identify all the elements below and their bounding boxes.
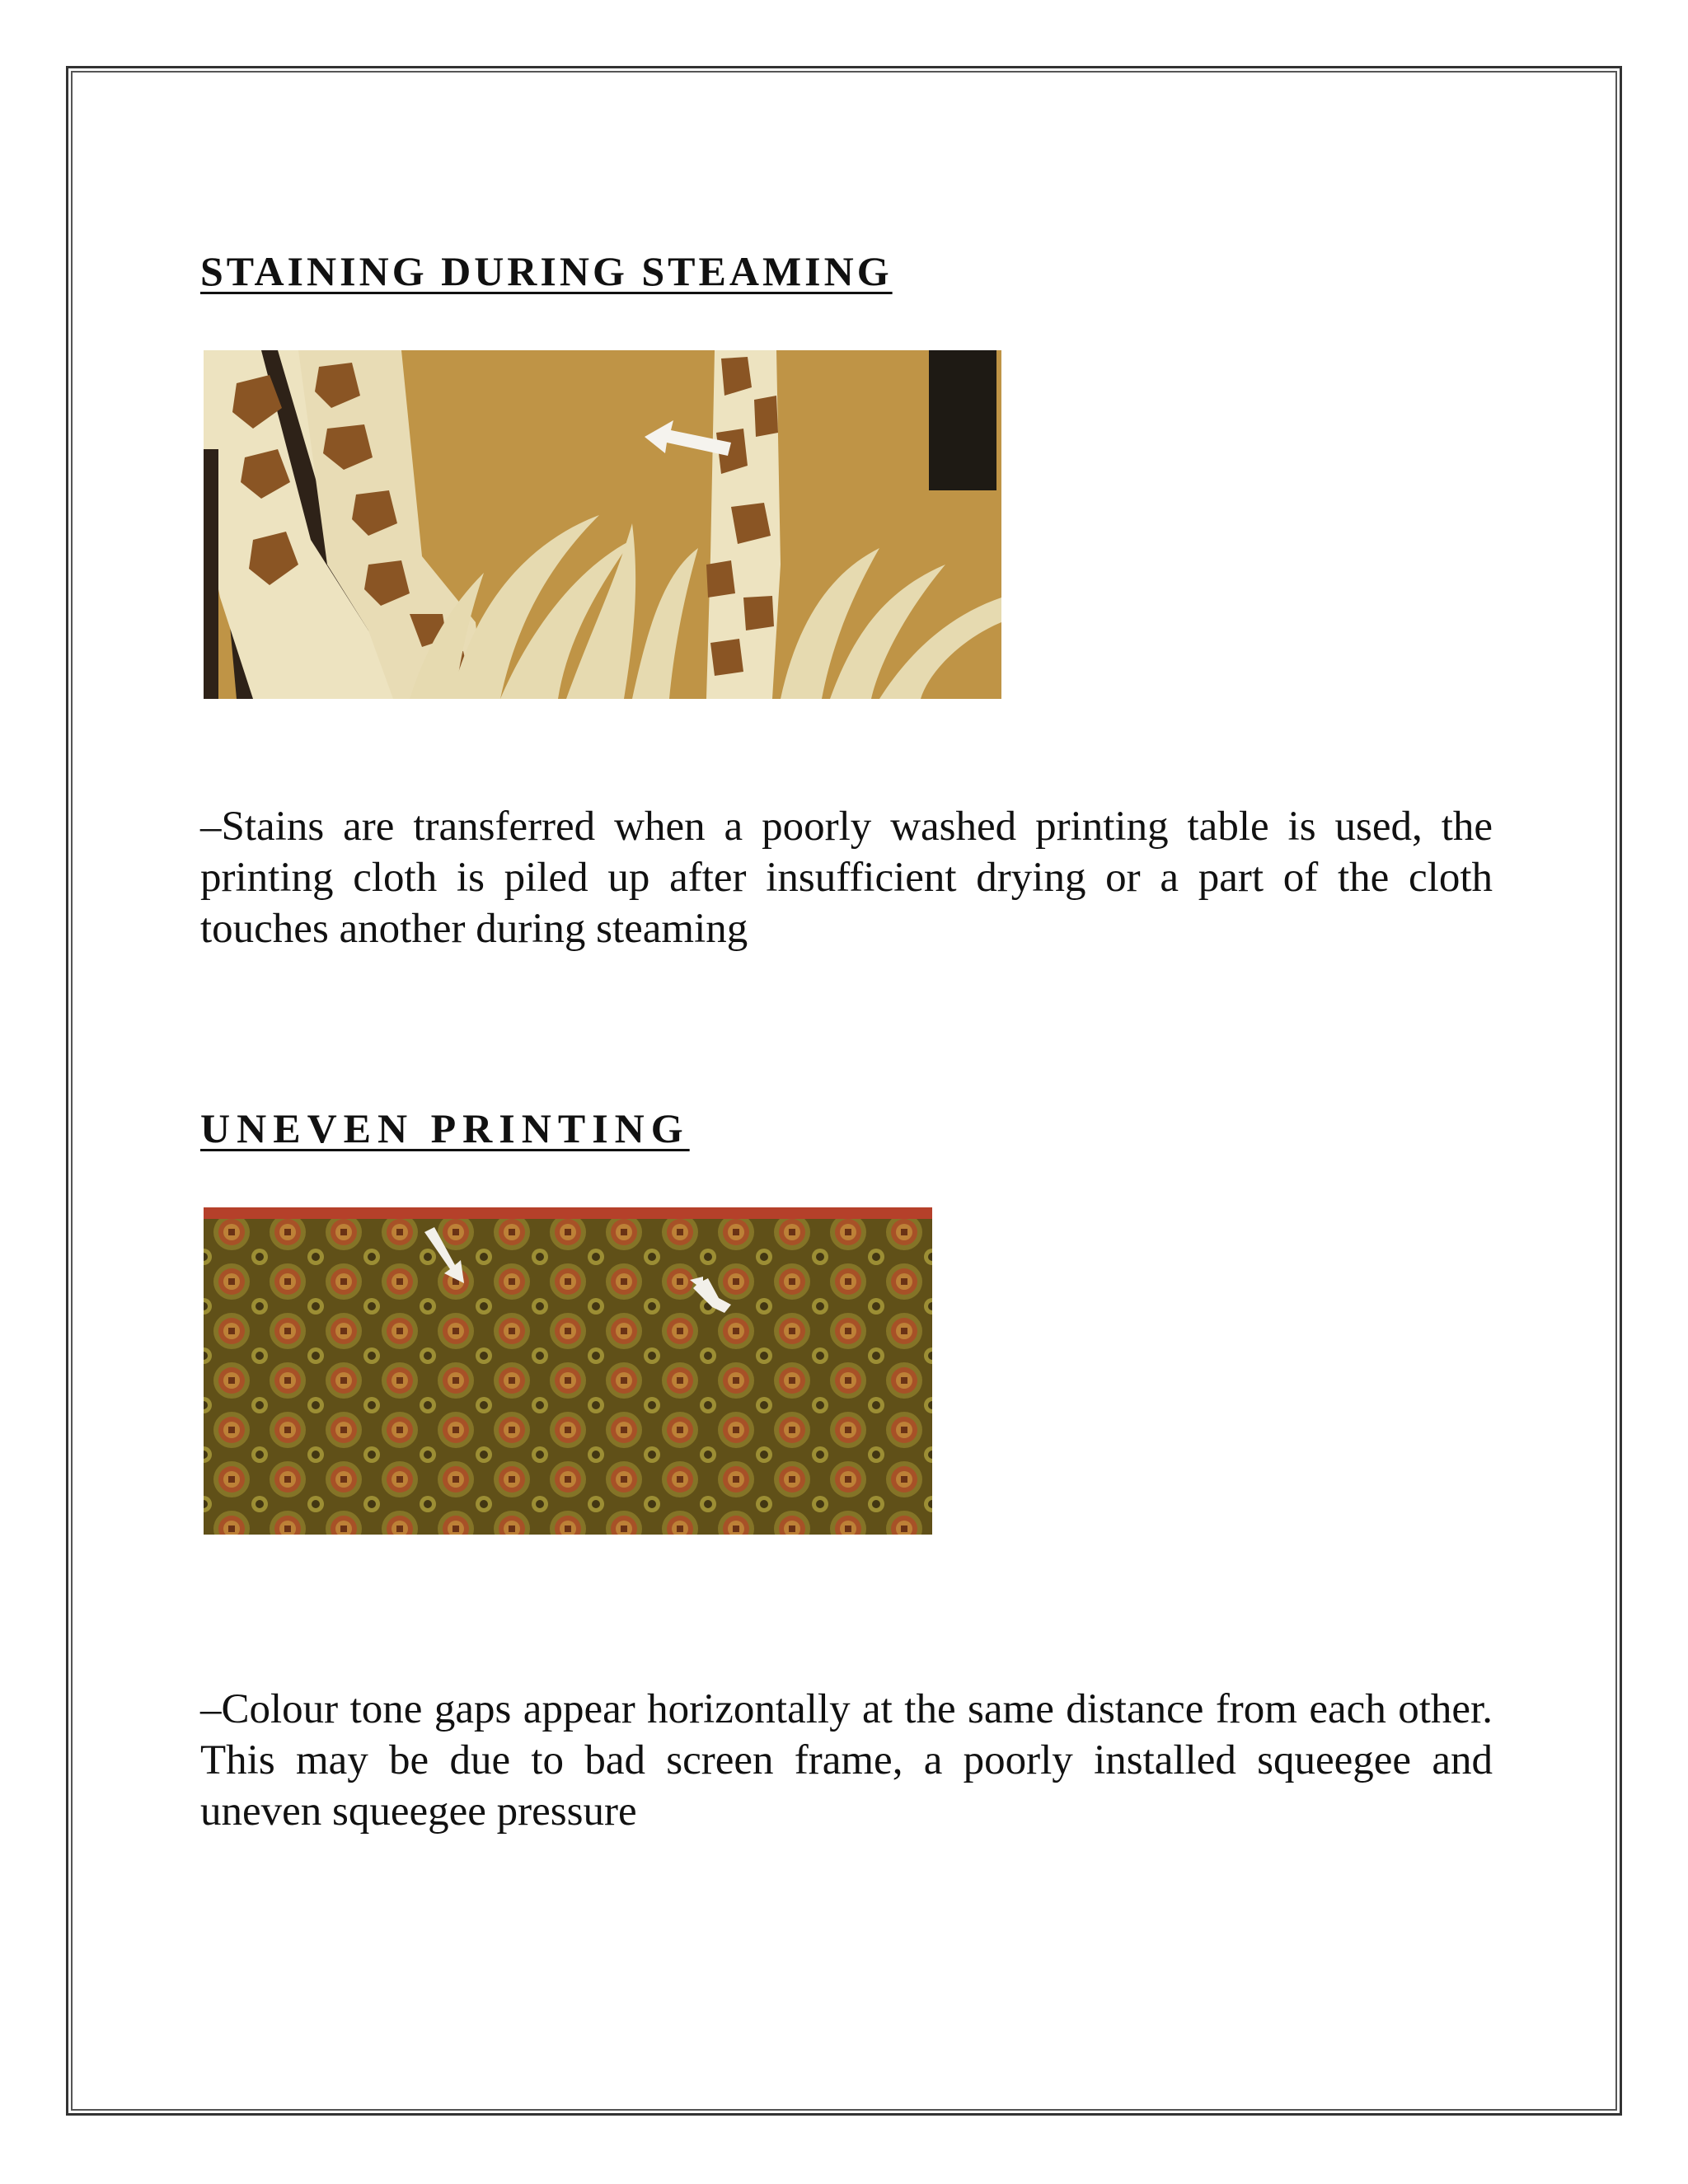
uneven-printing-fabric-photo	[204, 1207, 932, 1535]
staining-fabric-photo	[204, 350, 1001, 699]
section-heading-staining: STAINING DURING STEAMING	[200, 248, 893, 294]
uneven-printing-description: –Colour tone gaps appear horizontally at the same distance from each other. This may be due to bad screen frame, a poorly installed squeegee and uneven squeegee pressure	[200, 1686, 1493, 1835]
staining-description: –Stains are transferred when a poorly washed printing table is used, the printing cloth is piled up after insufficient drying or a part of the cloth touches another during steaming	[200, 804, 1493, 952]
section-heading-uneven-printing: UNEVEN PRINTING	[200, 1105, 690, 1151]
